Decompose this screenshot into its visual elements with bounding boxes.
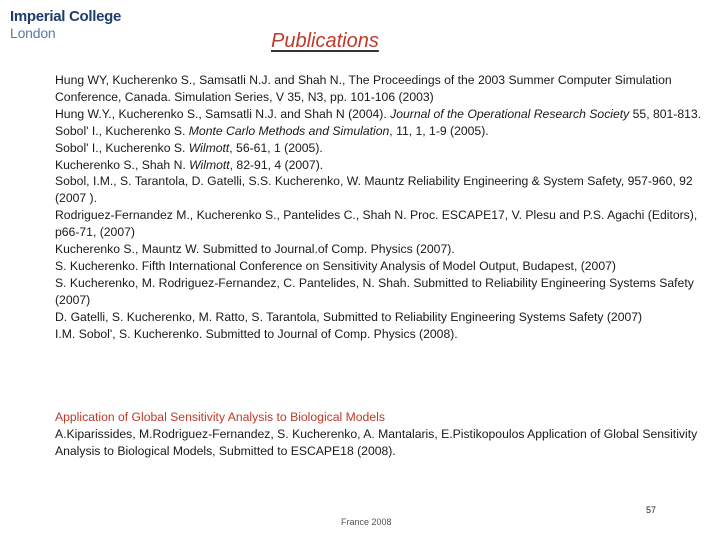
publication-item	[55, 275, 705, 309]
publication-text: D. Gatelli, S. Kucherenko, M. Ratto, S. Tarantola, Submitted to Reliability Engineering Systems Safety (2007)	[55, 309, 643, 324]
publication-text: Hung WY, Kucherenko S., Samsatli N.J. and Shah N., The Proceedings of the 2003 Summer Computer Simulation Conference, Canada. Simulation Series, V 35, N3, pp. 101-106 (2003)	[55, 73, 672, 104]
publication-text: , 11, 1, 1-9 (2005).	[389, 123, 489, 138]
page-number: 57	[646, 505, 657, 515]
publication-text: Sobol' I., Kucherenko S.	[55, 140, 189, 155]
publication-text: Rodriguez-Fernandez M., Kucherenko S., Pantelides C., Shah N. Proc. ESCAPE17, V. Plesu and P.S. Agachi (Editors), p66-71, (2007)	[55, 208, 698, 240]
publication-item	[55, 207, 705, 241]
publication-item	[55, 72, 705, 106]
logo-line-2: London	[10, 25, 56, 41]
publication-item	[55, 106, 705, 123]
publication-text: S. Kucherenko, M. Rodriguez-Fernandez, C. Pantelides, N. Shah. Submitted to Reliability Engineering Systems Safety (2007)	[55, 275, 694, 307]
publication-item	[55, 326, 705, 343]
publication-text: Sobol, I.M., S. Tarantola, D. Gatelli, S.S. Kucherenko, W. Mauntz Reliability Engineering & System Safety, 957-960, 92 (2007 ).	[55, 174, 693, 206]
publication-venue: Monte Carlo Methods and Simulation	[188, 123, 390, 138]
section-body: A.Kiparissides, M.Rodriguez-Fernandez, S. Kucherenko, A. Mantalaris, E.Pistikopoulos Application of Global Sensitivity Analysis to Biological Models, Submitted to ESCAPE18 (2008).	[55, 427, 698, 458]
publication-item	[55, 173, 705, 207]
publication-venue: Journal of the Operational Research Society	[390, 106, 630, 121]
section-heading: Application of Global Sensitivity Analysis to Biological Models	[55, 410, 385, 424]
publication-item	[55, 140, 705, 157]
logo-line-1: Imperial College	[10, 8, 122, 25]
imperial-college-logo	[10, 8, 121, 42]
publication-text: S. Kucherenko. Fifth International Conference on Sensitivity Analysis of Model Output, Budapest, (2007)	[55, 258, 616, 273]
publication-text: I.M. Sobol', S. Kucherenko. Submitted to Journal of Comp. Physics (2008).	[55, 326, 458, 341]
publication-text: , 56-61, 1 (2005).	[229, 140, 323, 155]
publication-item	[55, 123, 705, 140]
publication-list	[55, 72, 705, 343]
page-title: Publications	[271, 30, 379, 52]
publication-item	[55, 309, 705, 326]
publication-text: Kucherenko S., Shah N.	[55, 157, 190, 172]
publication-venue: Wilmott	[188, 140, 230, 155]
publication-venue: Wilmott	[189, 157, 230, 172]
publication-item	[55, 157, 705, 174]
publication-text: Kucherenko S., Mauntz W. Submitted to Journal.of Comp. Physics (2007).	[55, 242, 455, 257]
publication-text: 55, 801-813.	[629, 106, 702, 121]
publication-text: , 82-91, 4 (2007).	[229, 157, 324, 172]
publication-text: Hung W.Y., Kucherenko S., Samsatli N.J. and Shah N (2004).	[55, 106, 391, 121]
publication-item	[55, 258, 705, 275]
publication-item	[55, 241, 705, 258]
footer-text: France 2008	[341, 517, 392, 527]
publication-text: Sobol' I., Kucherenko S.	[55, 123, 189, 138]
